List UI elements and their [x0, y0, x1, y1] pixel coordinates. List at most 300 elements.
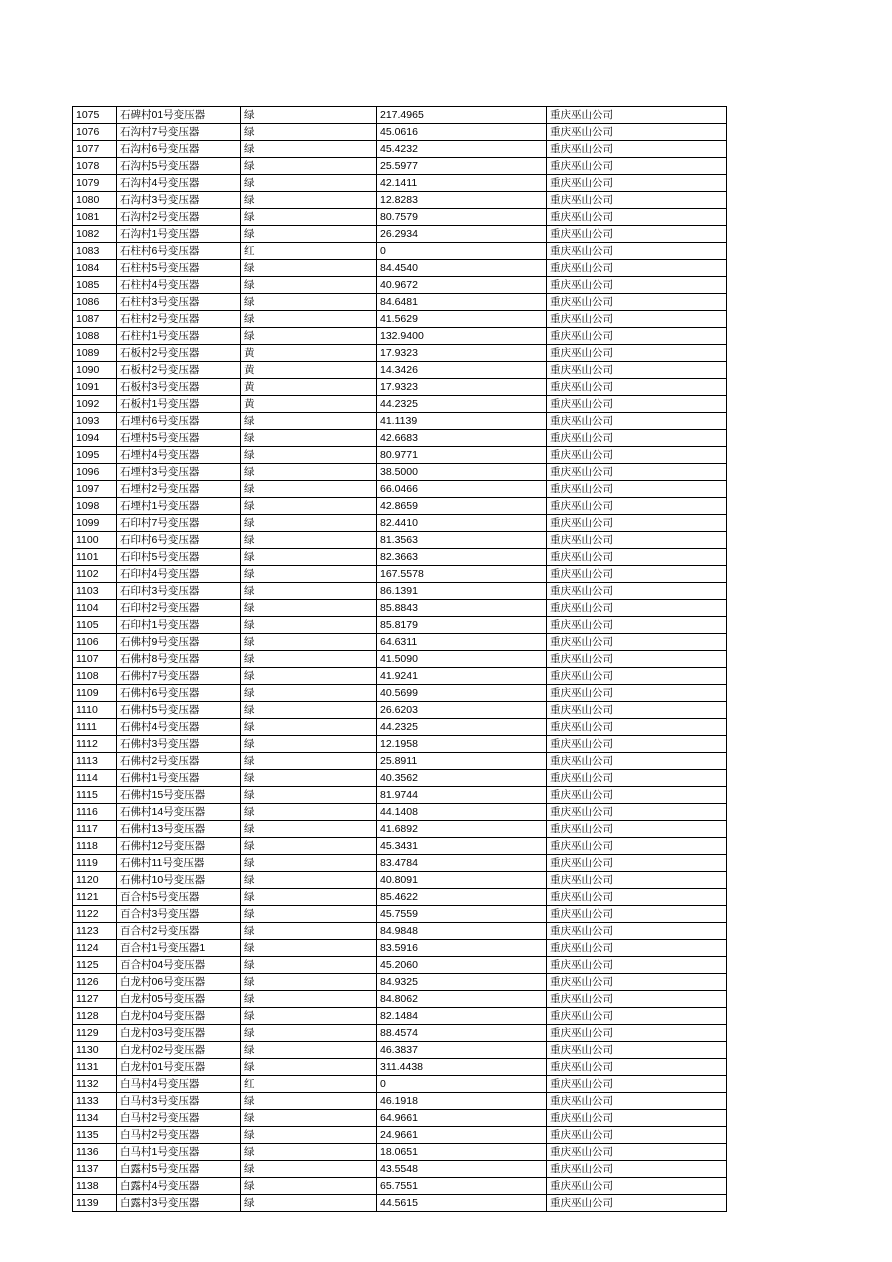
- cell-name: 石佛村6号变压器: [117, 685, 241, 702]
- cell-color: 绿: [241, 1195, 377, 1212]
- cell-color: 绿: [241, 906, 377, 923]
- cell-name: 石佛村5号变压器: [117, 702, 241, 719]
- cell-company: 重庆巫山公司: [547, 736, 727, 753]
- cell-name: 石板村1号变压器: [117, 396, 241, 413]
- cell-company: 重庆巫山公司: [547, 294, 727, 311]
- cell-name: 石沟村3号变压器: [117, 192, 241, 209]
- table-row: [73, 396, 727, 413]
- cell-name: 百合村04号变压器: [117, 957, 241, 974]
- cell-company: 重庆巫山公司: [547, 753, 727, 770]
- table-row: [73, 702, 727, 719]
- cell-value: 83.5916: [377, 940, 547, 957]
- table-row: [73, 1059, 727, 1076]
- cell-color: 绿: [241, 872, 377, 889]
- cell-name: 石佛村9号变压器: [117, 634, 241, 651]
- cell-name: 石堙村3号变压器: [117, 464, 241, 481]
- cell-name: 石沟村2号变压器: [117, 209, 241, 226]
- cell-company: 重庆巫山公司: [547, 311, 727, 328]
- cell-value: 41.5090: [377, 651, 547, 668]
- cell-name: 石堙村6号变压器: [117, 413, 241, 430]
- table-row: [73, 260, 727, 277]
- table-row: [73, 787, 727, 804]
- cell-value: 45.7559: [377, 906, 547, 923]
- cell-company: 重庆巫山公司: [547, 532, 727, 549]
- cell-value: 41.1139: [377, 413, 547, 430]
- table-row: [73, 634, 727, 651]
- cell-id: 1125: [73, 957, 117, 974]
- cell-name: 白马村2号变压器: [117, 1127, 241, 1144]
- cell-value: 44.5615: [377, 1195, 547, 1212]
- cell-name: 石佛村2号变压器: [117, 753, 241, 770]
- cell-id: 1116: [73, 804, 117, 821]
- cell-value: 66.0466: [377, 481, 547, 498]
- cell-value: 132.9400: [377, 328, 547, 345]
- table-row: [73, 1127, 727, 1144]
- cell-color: 绿: [241, 821, 377, 838]
- transformer-table-container: [72, 106, 726, 1212]
- table-row: [73, 821, 727, 838]
- cell-company: 重庆巫山公司: [547, 804, 727, 821]
- cell-id: 1110: [73, 702, 117, 719]
- cell-name: 石印村1号变压器: [117, 617, 241, 634]
- cell-company: 重庆巫山公司: [547, 770, 727, 787]
- cell-id: 1076: [73, 124, 117, 141]
- cell-id: 1120: [73, 872, 117, 889]
- cell-value: 40.8091: [377, 872, 547, 889]
- cell-color: 绿: [241, 634, 377, 651]
- cell-name: 白龙村05号变压器: [117, 991, 241, 1008]
- table-row: [73, 1144, 727, 1161]
- table-row: [73, 838, 727, 855]
- cell-id: 1111: [73, 719, 117, 736]
- cell-company: 重庆巫山公司: [547, 855, 727, 872]
- cell-company: 重庆巫山公司: [547, 158, 727, 175]
- cell-name: 石堙村5号变压器: [117, 430, 241, 447]
- cell-name: 白马村2号变压器: [117, 1110, 241, 1127]
- cell-color: 绿: [241, 668, 377, 685]
- cell-company: 重庆巫山公司: [547, 124, 727, 141]
- cell-id: 1084: [73, 260, 117, 277]
- cell-company: 重庆巫山公司: [547, 1144, 727, 1161]
- cell-name: 白龙村03号变压器: [117, 1025, 241, 1042]
- table-row: [73, 379, 727, 396]
- table-row: [73, 770, 727, 787]
- cell-company: 重庆巫山公司: [547, 447, 727, 464]
- table-row: [73, 498, 727, 515]
- cell-id: 1129: [73, 1025, 117, 1042]
- cell-color: 绿: [241, 1025, 377, 1042]
- cell-company: 重庆巫山公司: [547, 209, 727, 226]
- cell-color: 绿: [241, 566, 377, 583]
- cell-value: 40.5699: [377, 685, 547, 702]
- cell-id: 1094: [73, 430, 117, 447]
- table-row: [73, 600, 727, 617]
- cell-color: 绿: [241, 515, 377, 532]
- table-row: [73, 1093, 727, 1110]
- cell-id: 1126: [73, 974, 117, 991]
- cell-value: 217.4965: [377, 107, 547, 124]
- table-row: [73, 430, 727, 447]
- cell-value: 40.9672: [377, 277, 547, 294]
- cell-id: 1092: [73, 396, 117, 413]
- cell-company: 重庆巫山公司: [547, 974, 727, 991]
- cell-color: 绿: [241, 209, 377, 226]
- cell-company: 重庆巫山公司: [547, 906, 727, 923]
- cell-id: 1086: [73, 294, 117, 311]
- cell-name: 石佛村8号变压器: [117, 651, 241, 668]
- table-row: [73, 328, 727, 345]
- cell-color: 黄: [241, 396, 377, 413]
- cell-value: 17.9323: [377, 345, 547, 362]
- cell-value: 0: [377, 243, 547, 260]
- cell-name: 白龙村01号变压器: [117, 1059, 241, 1076]
- table-row: [73, 651, 727, 668]
- cell-name: 石佛村4号变压器: [117, 719, 241, 736]
- cell-id: 1137: [73, 1161, 117, 1178]
- cell-value: 64.6311: [377, 634, 547, 651]
- cell-color: 黄: [241, 379, 377, 396]
- cell-color: 绿: [241, 175, 377, 192]
- cell-id: 1085: [73, 277, 117, 294]
- cell-name: 石印村3号变压器: [117, 583, 241, 600]
- cell-value: 44.1408: [377, 804, 547, 821]
- cell-company: 重庆巫山公司: [547, 685, 727, 702]
- cell-company: 重庆巫山公司: [547, 464, 727, 481]
- cell-company: 重庆巫山公司: [547, 600, 727, 617]
- cell-company: 重庆巫山公司: [547, 175, 727, 192]
- cell-value: 82.3663: [377, 549, 547, 566]
- cell-id: 1122: [73, 906, 117, 923]
- cell-name: 白龙村06号变压器: [117, 974, 241, 991]
- cell-color: 绿: [241, 1178, 377, 1195]
- cell-name: 百合村1号变压器1: [117, 940, 241, 957]
- cell-company: 重庆巫山公司: [547, 1076, 727, 1093]
- cell-color: 绿: [241, 957, 377, 974]
- table-row: [73, 804, 727, 821]
- cell-color: 绿: [241, 1161, 377, 1178]
- cell-value: 85.8179: [377, 617, 547, 634]
- cell-color: 红: [241, 1076, 377, 1093]
- cell-name: 石印村6号变压器: [117, 532, 241, 549]
- cell-id: 1107: [73, 651, 117, 668]
- cell-value: 38.5000: [377, 464, 547, 481]
- table-row: [73, 226, 727, 243]
- cell-name: 石堙村4号变压器: [117, 447, 241, 464]
- cell-company: 重庆巫山公司: [547, 515, 727, 532]
- cell-name: 石佛村14号变压器: [117, 804, 241, 821]
- cell-id: 1128: [73, 1008, 117, 1025]
- cell-company: 重庆巫山公司: [547, 1025, 727, 1042]
- table-row: [73, 1161, 727, 1178]
- cell-id: 1075: [73, 107, 117, 124]
- cell-company: 重庆巫山公司: [547, 260, 727, 277]
- cell-color: 绿: [241, 192, 377, 209]
- cell-company: 重庆巫山公司: [547, 498, 727, 515]
- cell-id: 1080: [73, 192, 117, 209]
- cell-name: 百合村3号变压器: [117, 906, 241, 923]
- table-row: [73, 124, 727, 141]
- cell-id: 1077: [73, 141, 117, 158]
- table-row: [73, 413, 727, 430]
- cell-value: 45.3431: [377, 838, 547, 855]
- table-body: [73, 107, 727, 1212]
- cell-id: 1096: [73, 464, 117, 481]
- cell-color: 绿: [241, 736, 377, 753]
- cell-company: 重庆巫山公司: [547, 957, 727, 974]
- cell-value: 167.5578: [377, 566, 547, 583]
- table-row: [73, 957, 727, 974]
- cell-id: 1118: [73, 838, 117, 855]
- table-row: [73, 1008, 727, 1025]
- cell-id: 1103: [73, 583, 117, 600]
- cell-color: 绿: [241, 481, 377, 498]
- table-row: [73, 736, 727, 753]
- cell-company: 重庆巫山公司: [547, 277, 727, 294]
- table-row: [73, 481, 727, 498]
- cell-color: 绿: [241, 702, 377, 719]
- cell-value: 12.8283: [377, 192, 547, 209]
- cell-name: 百合村2号变压器: [117, 923, 241, 940]
- cell-color: 绿: [241, 889, 377, 906]
- cell-company: 重庆巫山公司: [547, 345, 727, 362]
- cell-name: 石堙村1号变压器: [117, 498, 241, 515]
- cell-value: 45.2060: [377, 957, 547, 974]
- cell-company: 重庆巫山公司: [547, 379, 727, 396]
- cell-color: 绿: [241, 838, 377, 855]
- table-row: [73, 940, 727, 957]
- table-row: [73, 566, 727, 583]
- cell-value: 14.3426: [377, 362, 547, 379]
- cell-name: 石印村2号变压器: [117, 600, 241, 617]
- cell-color: 绿: [241, 804, 377, 821]
- cell-company: 重庆巫山公司: [547, 1059, 727, 1076]
- cell-name: 百合村5号变压器: [117, 889, 241, 906]
- table-row: [73, 141, 727, 158]
- cell-name: 石沟村6号变压器: [117, 141, 241, 158]
- cell-name: 白马村3号变压器: [117, 1093, 241, 1110]
- table-row: [73, 175, 727, 192]
- cell-color: 绿: [241, 974, 377, 991]
- cell-value: 42.8659: [377, 498, 547, 515]
- cell-name: 石佛村15号变压器: [117, 787, 241, 804]
- cell-value: 41.6892: [377, 821, 547, 838]
- table-row: [73, 362, 727, 379]
- cell-value: 84.6481: [377, 294, 547, 311]
- cell-color: 红: [241, 243, 377, 260]
- cell-color: 黄: [241, 362, 377, 379]
- table-row: [73, 243, 727, 260]
- cell-name: 石柱村3号变压器: [117, 294, 241, 311]
- cell-value: 41.5629: [377, 311, 547, 328]
- cell-company: 重庆巫山公司: [547, 413, 727, 430]
- cell-color: 绿: [241, 107, 377, 124]
- cell-company: 重庆巫山公司: [547, 1161, 727, 1178]
- cell-id: 1112: [73, 736, 117, 753]
- cell-company: 重庆巫山公司: [547, 549, 727, 566]
- cell-company: 重庆巫山公司: [547, 1127, 727, 1144]
- table-row: [73, 1025, 727, 1042]
- cell-value: 46.3837: [377, 1042, 547, 1059]
- table-row: [73, 668, 727, 685]
- cell-company: 重庆巫山公司: [547, 991, 727, 1008]
- transformer-table: [72, 106, 727, 1212]
- cell-id: 1133: [73, 1093, 117, 1110]
- table-row: [73, 515, 727, 532]
- cell-color: 绿: [241, 991, 377, 1008]
- cell-value: 43.5548: [377, 1161, 547, 1178]
- table-row: [73, 906, 727, 923]
- cell-color: 绿: [241, 447, 377, 464]
- cell-id: 1109: [73, 685, 117, 702]
- cell-color: 绿: [241, 124, 377, 141]
- cell-color: 绿: [241, 719, 377, 736]
- cell-company: 重庆巫山公司: [547, 141, 727, 158]
- cell-id: 1102: [73, 566, 117, 583]
- cell-value: 84.9325: [377, 974, 547, 991]
- cell-color: 绿: [241, 1008, 377, 1025]
- cell-value: 46.1918: [377, 1093, 547, 1110]
- cell-color: 绿: [241, 498, 377, 515]
- cell-company: 重庆巫山公司: [547, 1195, 727, 1212]
- cell-id: 1130: [73, 1042, 117, 1059]
- cell-value: 24.9661: [377, 1127, 547, 1144]
- cell-id: 1114: [73, 770, 117, 787]
- cell-value: 12.1958: [377, 736, 547, 753]
- cell-id: 1104: [73, 600, 117, 617]
- cell-color: 绿: [241, 1042, 377, 1059]
- cell-id: 1101: [73, 549, 117, 566]
- cell-value: 25.8911: [377, 753, 547, 770]
- table-row: [73, 311, 727, 328]
- cell-id: 1115: [73, 787, 117, 804]
- cell-color: 绿: [241, 549, 377, 566]
- cell-name: 石柱村5号变压器: [117, 260, 241, 277]
- cell-color: 绿: [241, 430, 377, 447]
- table-row: [73, 685, 727, 702]
- cell-color: 绿: [241, 1127, 377, 1144]
- cell-value: 83.4784: [377, 855, 547, 872]
- cell-color: 绿: [241, 413, 377, 430]
- cell-company: 重庆巫山公司: [547, 192, 727, 209]
- cell-company: 重庆巫山公司: [547, 1110, 727, 1127]
- cell-name: 白露村4号变压器: [117, 1178, 241, 1195]
- table-row: [73, 1178, 727, 1195]
- cell-value: 42.1411: [377, 175, 547, 192]
- table-row: [73, 889, 727, 906]
- cell-name: 石柱村6号变压器: [117, 243, 241, 260]
- cell-color: 绿: [241, 260, 377, 277]
- cell-color: 绿: [241, 311, 377, 328]
- cell-id: 1131: [73, 1059, 117, 1076]
- cell-name: 石柱村1号变压器: [117, 328, 241, 345]
- cell-value: 40.3562: [377, 770, 547, 787]
- table-row: [73, 192, 727, 209]
- cell-value: 88.4574: [377, 1025, 547, 1042]
- table-row: [73, 447, 727, 464]
- cell-value: 26.6203: [377, 702, 547, 719]
- cell-company: 重庆巫山公司: [547, 719, 727, 736]
- cell-name: 白露村5号变压器: [117, 1161, 241, 1178]
- cell-value: 41.9241: [377, 668, 547, 685]
- cell-id: 1127: [73, 991, 117, 1008]
- cell-id: 1090: [73, 362, 117, 379]
- cell-company: 重庆巫山公司: [547, 1008, 727, 1025]
- cell-company: 重庆巫山公司: [547, 872, 727, 889]
- table-row: [73, 549, 727, 566]
- cell-company: 重庆巫山公司: [547, 889, 727, 906]
- cell-color: 绿: [241, 1144, 377, 1161]
- cell-name: 石佛村3号变压器: [117, 736, 241, 753]
- cell-id: 1132: [73, 1076, 117, 1093]
- table-row: [73, 158, 727, 175]
- cell-company: 重庆巫山公司: [547, 566, 727, 583]
- cell-company: 重庆巫山公司: [547, 362, 727, 379]
- cell-company: 重庆巫山公司: [547, 396, 727, 413]
- cell-value: 0: [377, 1076, 547, 1093]
- cell-id: 1095: [73, 447, 117, 464]
- cell-value: 81.9744: [377, 787, 547, 804]
- cell-name: 石印村5号变压器: [117, 549, 241, 566]
- cell-id: 1135: [73, 1127, 117, 1144]
- cell-id: 1082: [73, 226, 117, 243]
- cell-name: 石堙村2号变压器: [117, 481, 241, 498]
- cell-id: 1139: [73, 1195, 117, 1212]
- cell-value: 311.4438: [377, 1059, 547, 1076]
- table-row: [73, 277, 727, 294]
- cell-id: 1134: [73, 1110, 117, 1127]
- cell-value: 25.5977: [377, 158, 547, 175]
- cell-id: 1079: [73, 175, 117, 192]
- cell-name: 石柱村2号变压器: [117, 311, 241, 328]
- cell-name: 石板村2号变压器: [117, 345, 241, 362]
- cell-color: 绿: [241, 685, 377, 702]
- cell-value: 45.4232: [377, 141, 547, 158]
- cell-color: 绿: [241, 617, 377, 634]
- cell-company: 重庆巫山公司: [547, 243, 727, 260]
- cell-company: 重庆巫山公司: [547, 702, 727, 719]
- cell-color: 绿: [241, 328, 377, 345]
- cell-name: 石印村7号变压器: [117, 515, 241, 532]
- cell-id: 1136: [73, 1144, 117, 1161]
- cell-name: 石碑村01号变压器: [117, 107, 241, 124]
- cell-id: 1117: [73, 821, 117, 838]
- cell-name: 白露村3号变压器: [117, 1195, 241, 1212]
- cell-color: 绿: [241, 787, 377, 804]
- cell-color: 绿: [241, 753, 377, 770]
- table-row: [73, 1195, 727, 1212]
- cell-color: 绿: [241, 651, 377, 668]
- cell-company: 重庆巫山公司: [547, 821, 727, 838]
- cell-name: 石沟村7号变压器: [117, 124, 241, 141]
- table-row: [73, 872, 727, 889]
- cell-company: 重庆巫山公司: [547, 923, 727, 940]
- cell-name: 石佛村11号变压器: [117, 855, 241, 872]
- cell-color: 绿: [241, 855, 377, 872]
- table-row: [73, 617, 727, 634]
- cell-value: 84.9848: [377, 923, 547, 940]
- cell-color: 黄: [241, 345, 377, 362]
- cell-name: 石沟村1号变压器: [117, 226, 241, 243]
- cell-value: 85.4622: [377, 889, 547, 906]
- cell-color: 绿: [241, 923, 377, 940]
- cell-value: 42.6683: [377, 430, 547, 447]
- cell-company: 重庆巫山公司: [547, 430, 727, 447]
- cell-name: 白马村4号变压器: [117, 1076, 241, 1093]
- cell-id: 1123: [73, 923, 117, 940]
- cell-color: 绿: [241, 464, 377, 481]
- cell-value: 65.7551: [377, 1178, 547, 1195]
- cell-id: 1119: [73, 855, 117, 872]
